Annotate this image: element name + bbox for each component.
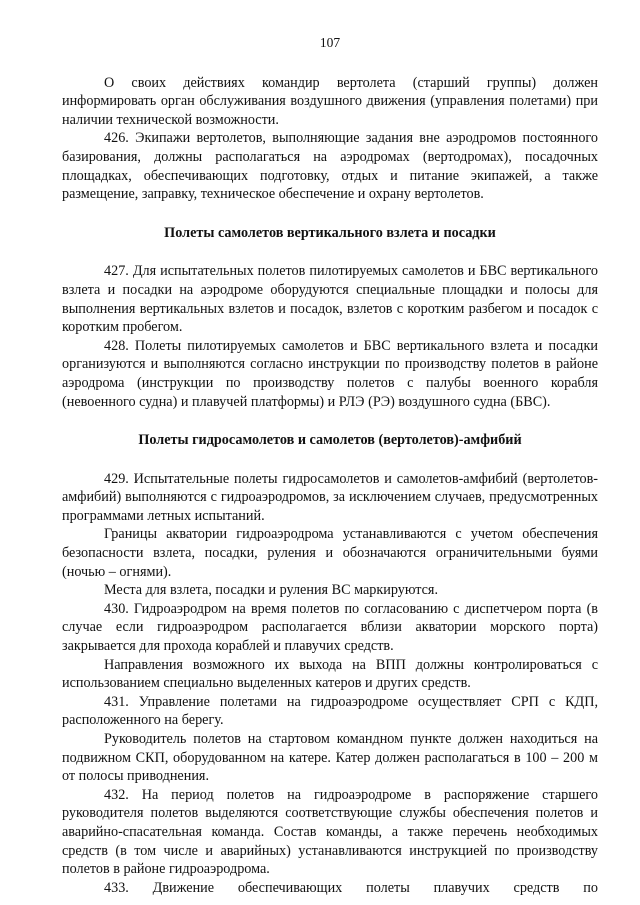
section-title-seaplanes: Полеты гидросамолетов и самолетов (вертолетов)-амфибий <box>138 432 522 449</box>
paragraph-exit-directions: Направления возможного их выхода на ВПП должны контролироваться с использованием специально выделенных катеров и других средств. <box>62 656 598 692</box>
section-title-vtol: Полеты самолетов вертикального взлета и посадки <box>164 224 496 241</box>
paragraph-426: 426. Экипажи вертолетов, выполняющие задания вне аэродромов постоянного базирования, должны располагаться на аэродромах (вертодромах), посадочных площадках, обеспечивающих подготовку, отдых и питание экипажей, а также размещение, заправку, техническое обеспечение и охрану вертолетов. <box>62 130 598 203</box>
paragraph-432: 432. На период полетов на гидроаэродроме в распоряжение старшего руководителя полетов выделяются соответствующие службы обеспечения полетов и аварийно-спасательная команда. Состав команды, а также перечень необходимых средств (в том числе и аварийных) устанавливаются инструкцией по производству полетов в районе гидроаэродрома. <box>62 786 598 878</box>
paragraph-433: 433. Движение обеспечивающих полеты плавучих средств по <box>104 879 598 896</box>
paragraph-431: 431. Управление полетами на гидроаэродроме осуществляет СРП с КДП, расположенного на берегу. <box>62 693 598 729</box>
paragraph-flight-director: Руководитель полетов на стартовом командном пункте должен находиться на подвижном СКП, оборудованном на катере. Катер должен располагаться в 100 – 200 м от полосы приводнения. <box>62 731 598 785</box>
paragraph-427: 427. Для испытательных полетов пилотируемых самолетов и БВС вертикального взлета и посадки на аэродроме оборудуются специальные площадки и полосы для выполнения вертикальных взлетов и посадок, взлетов с коротким разбегом и посадок с коротким пробегом. <box>62 263 598 336</box>
paragraph-commander-report: О своих действиях командир вертолета (старший группы) должен информировать орган обслуживания воздушного движения (управления полетами) при наличии технической возможности. <box>62 74 598 128</box>
paragraph-water-area-bounds: Границы акватории гидроаэродрома устанавливаются с учетом обеспечения безопасности взлета, посадки, руления и обозначаются ограничительными буями (ночью – огнями). <box>62 526 598 580</box>
paragraph-430: 430. Гидроаэродром на время полетов по согласованию с диспетчером порта (в случае если гидроаэродром располагается вблизи акватории морского порта) закрывается для прохода кораблей и плавучих средств. <box>62 600 598 655</box>
paragraph-marking: Места для взлета, посадки и руления ВС маркируются. <box>104 582 439 599</box>
paragraph-429: 429. Испытательные полеты гидросамолетов и самолетов-амфибий (вертолетов-амфибий) выполняются с гидроаэродромов, за исключением случаев, предусмотренных программами летных испытаний. <box>62 470 598 524</box>
page-number: 107 <box>319 35 341 50</box>
paragraph-428: 428. Полеты пилотируемых самолетов и БВС вертикального взлета и посадки организуются и выполняются согласно инструкции по производству полетов в районе аэродрома (инструкции по производству полетов с палубы военного корабля (невоенного судна) и плавучей платформы) и РЛЭ (РЭ) воздушного судна (БВС). <box>62 337 598 410</box>
